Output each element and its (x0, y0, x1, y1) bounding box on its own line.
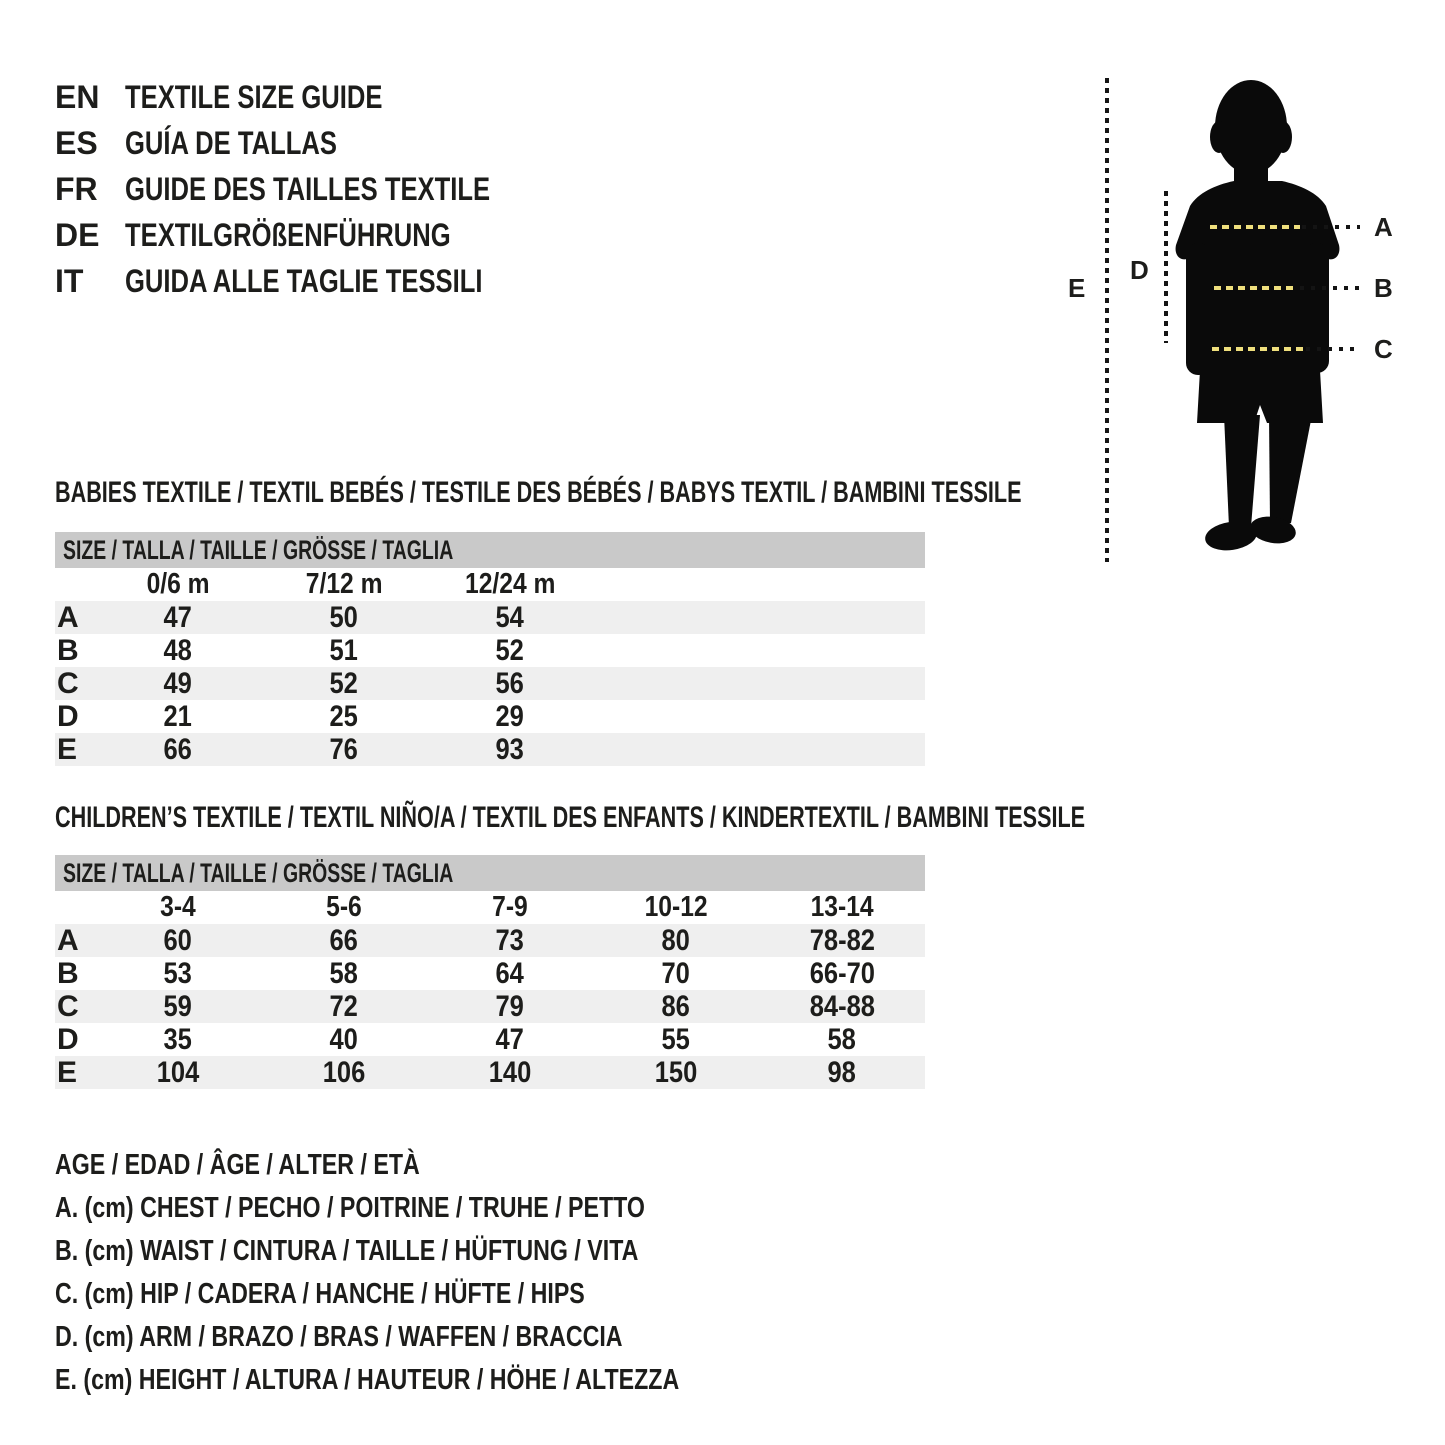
cell-value-text: 21 (163, 700, 193, 733)
cell-value-text: 70 (661, 957, 691, 990)
cell-value-text: 86 (661, 990, 691, 1023)
row-label-text: D (57, 700, 79, 733)
table-row-e (55, 1056, 925, 1089)
cell-value (261, 601, 427, 635)
language-code: DE (55, 216, 100, 253)
cell-value (95, 990, 261, 1024)
cell-value (427, 733, 593, 767)
cell-value-text: 80 (661, 924, 691, 957)
language-row-en (55, 74, 447, 120)
cell-value-text: 66-70 (809, 957, 875, 990)
cell-value (759, 957, 925, 991)
column-header-text: 7-9 (492, 891, 528, 923)
cell-value-text: 59 (163, 990, 193, 1023)
cell-value (427, 924, 593, 958)
babies-size-table (55, 532, 925, 766)
row-label-text: C (57, 667, 79, 700)
cell-value (759, 1023, 925, 1057)
column-header (261, 891, 427, 924)
waist-b-measure-line (1214, 286, 1298, 290)
row-label-text: D (57, 1023, 79, 1056)
column-header (95, 891, 261, 924)
cell-value-text: 84-88 (809, 990, 875, 1023)
cell-value-text: 93 (495, 733, 525, 766)
cell-value (759, 990, 925, 1024)
table-row-a (55, 924, 925, 957)
row-label-text: A (57, 601, 79, 634)
cell-value (593, 924, 759, 958)
cell-value-text: 76 (329, 733, 359, 766)
cell-value-text: 66 (329, 924, 359, 957)
cell-value-text: 47 (163, 601, 193, 634)
cell-value-text: 64 (495, 957, 525, 990)
chest-a-leader-line (1302, 225, 1360, 229)
cell-value-text: 79 (495, 990, 525, 1023)
cell-value (593, 1056, 759, 1090)
cell-value-text: 56 (495, 667, 525, 700)
waist-b-leader-line (1300, 286, 1360, 290)
language-code: IT (55, 262, 84, 299)
legend-line-arm (55, 1322, 764, 1352)
row-label-text: E (57, 733, 78, 766)
cell-value-text: 47 (495, 1023, 525, 1056)
table-row-d (55, 1023, 925, 1056)
legend-line-height (55, 1365, 835, 1395)
cell-value (261, 990, 427, 1024)
cell-value-text: 53 (163, 957, 193, 990)
column-header (95, 568, 261, 601)
figure-label-c: C (1374, 333, 1393, 364)
cell-value (95, 1023, 261, 1057)
children-section-title-text: CHILDREN’S TEXTILE / TEXTIL NIÑO/A / TEXTIL DES ENFANTS / KINDERTEXTIL / BAMBINI TESSILE (55, 801, 1086, 834)
cell-value (593, 1023, 759, 1057)
figure-label-a: A (1374, 211, 1393, 242)
arm-d-dashed-line (1164, 191, 1168, 343)
cell-value (427, 990, 593, 1024)
cell-value (261, 634, 427, 668)
hip-c-measure-line (1212, 347, 1304, 351)
language-row-it (55, 258, 572, 304)
language-code: ES (55, 124, 98, 161)
children-section-title (55, 802, 1445, 834)
column-header (427, 891, 593, 924)
table-row-a (55, 601, 925, 634)
cell-value-text: 40 (329, 1023, 359, 1056)
language-title: GUIDE DES TAILLES TEXTILE (125, 170, 491, 207)
size-header-band (55, 855, 925, 891)
language-row-fr (55, 166, 581, 212)
row-label (55, 924, 95, 958)
cell-value (427, 1023, 593, 1057)
cell-value (427, 1056, 593, 1090)
row-label (55, 667, 95, 701)
size-header-band (55, 532, 925, 568)
cell-value (427, 634, 593, 668)
cell-value-text: 98 (827, 1056, 857, 1089)
silhouette-hair (1274, 121, 1292, 153)
cell-value (261, 1056, 427, 1090)
column-header-text: 13-14 (810, 891, 874, 923)
column-header-text: 3-4 (160, 891, 196, 923)
cell-value (95, 957, 261, 991)
cell-value-text: 52 (495, 634, 525, 667)
cell-value (427, 700, 593, 734)
column-header-row (55, 891, 925, 924)
children-size-table (55, 855, 925, 1089)
language-code: FR (55, 170, 98, 207)
cell-value (95, 924, 261, 958)
cell-value (95, 667, 261, 701)
cell-value-text: 58 (827, 1023, 857, 1056)
cell-value-text: 140 (488, 1056, 532, 1089)
language-row-es (55, 120, 390, 166)
cell-value-text: 106 (322, 1056, 366, 1089)
language-code: EN (55, 78, 100, 115)
language-title: TEXTILE SIZE GUIDE (125, 78, 383, 115)
row-label (55, 1056, 95, 1090)
row-label-text: B (57, 634, 79, 667)
cell-value (261, 700, 427, 734)
cell-value (95, 634, 261, 668)
legend-text: E. (cm) HEIGHT / ALTURA / HAUTEUR / HÖHE / ALTEZZA (55, 1363, 680, 1396)
column-header-spacer (55, 568, 95, 601)
column-header-row (55, 568, 925, 601)
cell-value-text: 51 (329, 634, 359, 667)
column-header-text: 10-12 (644, 891, 708, 923)
cell-value-text: 48 (163, 634, 193, 667)
figure-label-d: D (1130, 254, 1149, 285)
cell-value (427, 601, 593, 635)
size-header-text: SIZE / TALLA / TAILLE / GRÖSSE / TAGLIA (63, 857, 454, 888)
cell-value (261, 957, 427, 991)
cell-value (95, 1056, 261, 1090)
row-label (55, 634, 95, 668)
legend-text: A. (cm) CHEST / PECHO / POITRINE / TRUHE / PETTO (55, 1191, 645, 1224)
cell-value (759, 924, 925, 958)
column-header-text: 5-6 (326, 891, 362, 923)
cell-value-text: 50 (329, 601, 359, 634)
size-header-text: SIZE / TALLA / TAILLE / GRÖSSE / TAGLIA (63, 534, 454, 565)
chest-a-measure-line (1210, 225, 1300, 229)
cell-value (593, 990, 759, 1024)
row-label-text: B (57, 957, 79, 990)
row-label (55, 957, 95, 991)
language-title: GUÍA DE TALLAS (125, 124, 337, 161)
cell-value (261, 667, 427, 701)
cell-value (95, 733, 261, 767)
cell-value (261, 733, 427, 767)
cell-value-text: 150 (654, 1056, 698, 1089)
column-header-text: 7/12 m (305, 568, 383, 600)
cell-value-text: 60 (163, 924, 193, 957)
cell-value-text: 25 (329, 700, 359, 733)
cell-value-text: 104 (156, 1056, 200, 1089)
column-header (427, 568, 593, 601)
table-row-b (55, 634, 925, 667)
table-row-e (55, 733, 925, 766)
table-row-c (55, 990, 925, 1023)
cell-value-text: 54 (495, 601, 525, 634)
row-label-text: E (57, 1056, 78, 1089)
table-row-b (55, 957, 925, 990)
cell-value (95, 700, 261, 734)
cell-value (95, 601, 261, 635)
language-title: GUIDA ALLE TAGLIE TESSILI (125, 262, 483, 299)
row-label-text: A (57, 924, 79, 957)
legend-text: D. (cm) ARM / BRAZO / BRAS / WAFFEN / BRACCIA (55, 1320, 623, 1353)
figure-label-b: B (1374, 272, 1393, 303)
row-label (55, 733, 95, 767)
cell-value-text: 73 (495, 924, 525, 957)
legend-text: B. (cm) WAIST / CINTURA / TAILLE / HÜFTUNG / VITA (55, 1234, 639, 1267)
hip-c-leader-line (1306, 347, 1360, 351)
cell-value (427, 667, 593, 701)
cell-value-text: 55 (661, 1023, 691, 1056)
cell-value (261, 924, 427, 958)
column-header-spacer (55, 891, 95, 924)
legend-line-chest (55, 1193, 792, 1223)
row-label-text: C (57, 990, 79, 1023)
row-label (55, 700, 95, 734)
legend-line-age (55, 1150, 511, 1180)
column-header-text: 0/6 m (146, 568, 210, 600)
babies-section-title-text: BABIES TEXTILE / TEXTIL BEBÉS / TESTILE DES BÉBÉS / BABYS TEXTIL / BAMBINI TESSILE (55, 476, 1022, 509)
cell-value-text: 66 (163, 733, 193, 766)
row-label (55, 601, 95, 635)
figure-label-e: E (1068, 272, 1086, 303)
legend-text: C. (cm) HIP / CADERA / HANCHE / HÜFTE / HIPS (55, 1277, 585, 1310)
legend-line-waist (55, 1236, 784, 1266)
cell-value-text: 78-82 (809, 924, 875, 957)
cell-value (261, 1023, 427, 1057)
cell-value (427, 957, 593, 991)
legend-text: AGE / EDAD / ÂGE / ALTER / ETÀ (55, 1148, 420, 1181)
row-label (55, 990, 95, 1024)
column-header (261, 568, 427, 601)
cell-value-text: 49 (163, 667, 193, 700)
legend-line-hip (55, 1279, 717, 1309)
silhouette-hair (1210, 121, 1228, 153)
cell-value-text: 72 (329, 990, 359, 1023)
table-row-d (55, 700, 925, 733)
row-label (55, 1023, 95, 1057)
table-row-c (55, 667, 925, 700)
silhouette-left-leg (1224, 415, 1260, 527)
cell-value-text: 35 (163, 1023, 193, 1056)
column-header (759, 891, 925, 924)
cell-value-text: 29 (495, 700, 525, 733)
language-title: TEXTILGRÖßENFÜHRUNG (125, 216, 451, 253)
cell-value-text: 58 (329, 957, 359, 990)
column-header-text: 12/24 m (464, 568, 556, 600)
language-row-de (55, 212, 532, 258)
cell-value (593, 957, 759, 991)
cell-value (759, 1056, 925, 1090)
babies-section-title (55, 477, 1397, 509)
cell-value-text: 52 (329, 667, 359, 700)
column-header (593, 891, 759, 924)
